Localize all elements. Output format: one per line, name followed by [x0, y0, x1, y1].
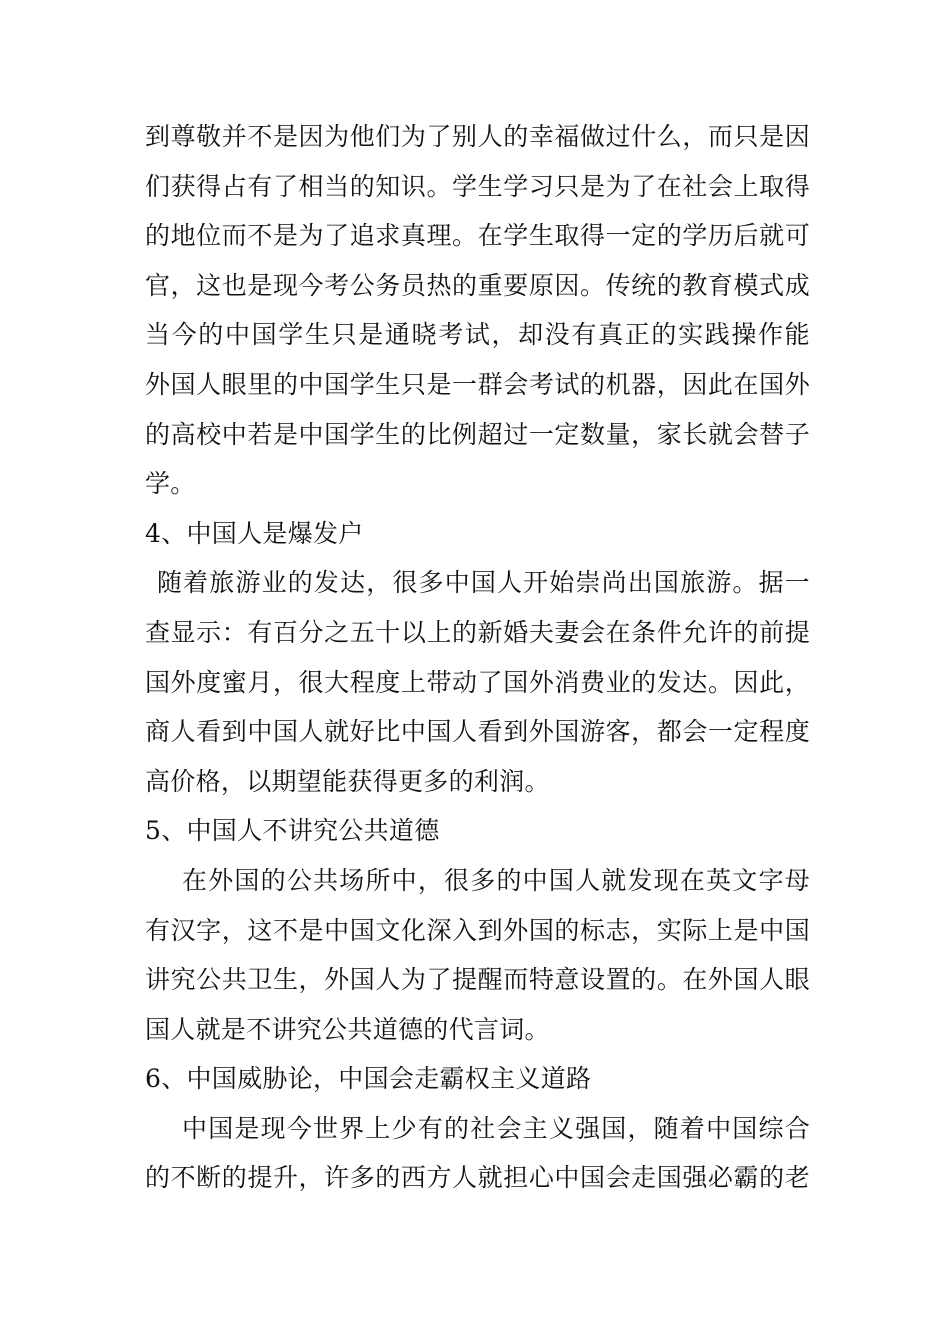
text-line: 当今的中国学生只是通晓考试，却没有真正的实践操作能 — [145, 320, 810, 350]
section-heading-6: 6、中国威胁论，中国会走霸权主义道路 — [145, 1064, 592, 1094]
section-heading-4: 4、中国人是爆发户 — [145, 518, 364, 548]
text-line: 商人看到中国人就好比中国人看到外国游客，都会一定程度 — [145, 717, 810, 747]
text-line: 国外度蜜月，很大程度上带动了国外消费业的发达。因此， — [145, 667, 810, 697]
text-line: 的地位而不是为了追求真理。在学生取得一定的学历后就可 — [145, 221, 810, 251]
document-body — [145, 112, 810, 1203]
text-line: 查显示：有百分之五十以上的新婚夫妻会在条件允许的前提 — [145, 617, 810, 647]
text-line: 国人就是不讲究公共道德的代言词。 — [145, 1014, 550, 1044]
text-line: 的不断的提升，许多的西方人就担心中国会走国强必霸的老 — [145, 1163, 810, 1193]
text-line: 外国人眼里的中国学生只是一群会考试的机器，因此在国外 — [145, 369, 810, 399]
text-line: 中国是现今世界上少有的社会主义强国，随着中国综合 — [182, 1113, 810, 1143]
text-line: 高价格，以期望能获得更多的利润。 — [145, 766, 550, 796]
section-heading-5: 5、中国人不讲究公共道德 — [145, 816, 440, 846]
text-line: 有汉字，这不是中国文化深入到外国的标志，实际上是中国 — [145, 915, 810, 945]
text-line: 官，这也是现今考公务员热的重要原因。传统的教育模式成 — [145, 270, 810, 300]
text-line: 们获得占有了相当的知识。学生学习只是为了在社会上取得 — [145, 171, 810, 201]
text-line: 的高校中若是中国学生的比例超过一定数量，家长就会替子 — [145, 419, 810, 449]
text-line: 讲究公共卫生，外国人为了提醒而特意设置的。在外国人眼 — [145, 965, 810, 995]
text-line: 随着旅游业的发达，很多中国人开始崇尚出国旅游。据一 — [157, 568, 810, 598]
text-line: 学。 — [145, 469, 196, 499]
text-line: 在外国的公共场所中，很多的中国人就发现在英文字母 — [182, 865, 810, 895]
text-line: 到尊敬并不是因为他们为了别人的幸福做过什么，而只是因 — [145, 122, 810, 151]
